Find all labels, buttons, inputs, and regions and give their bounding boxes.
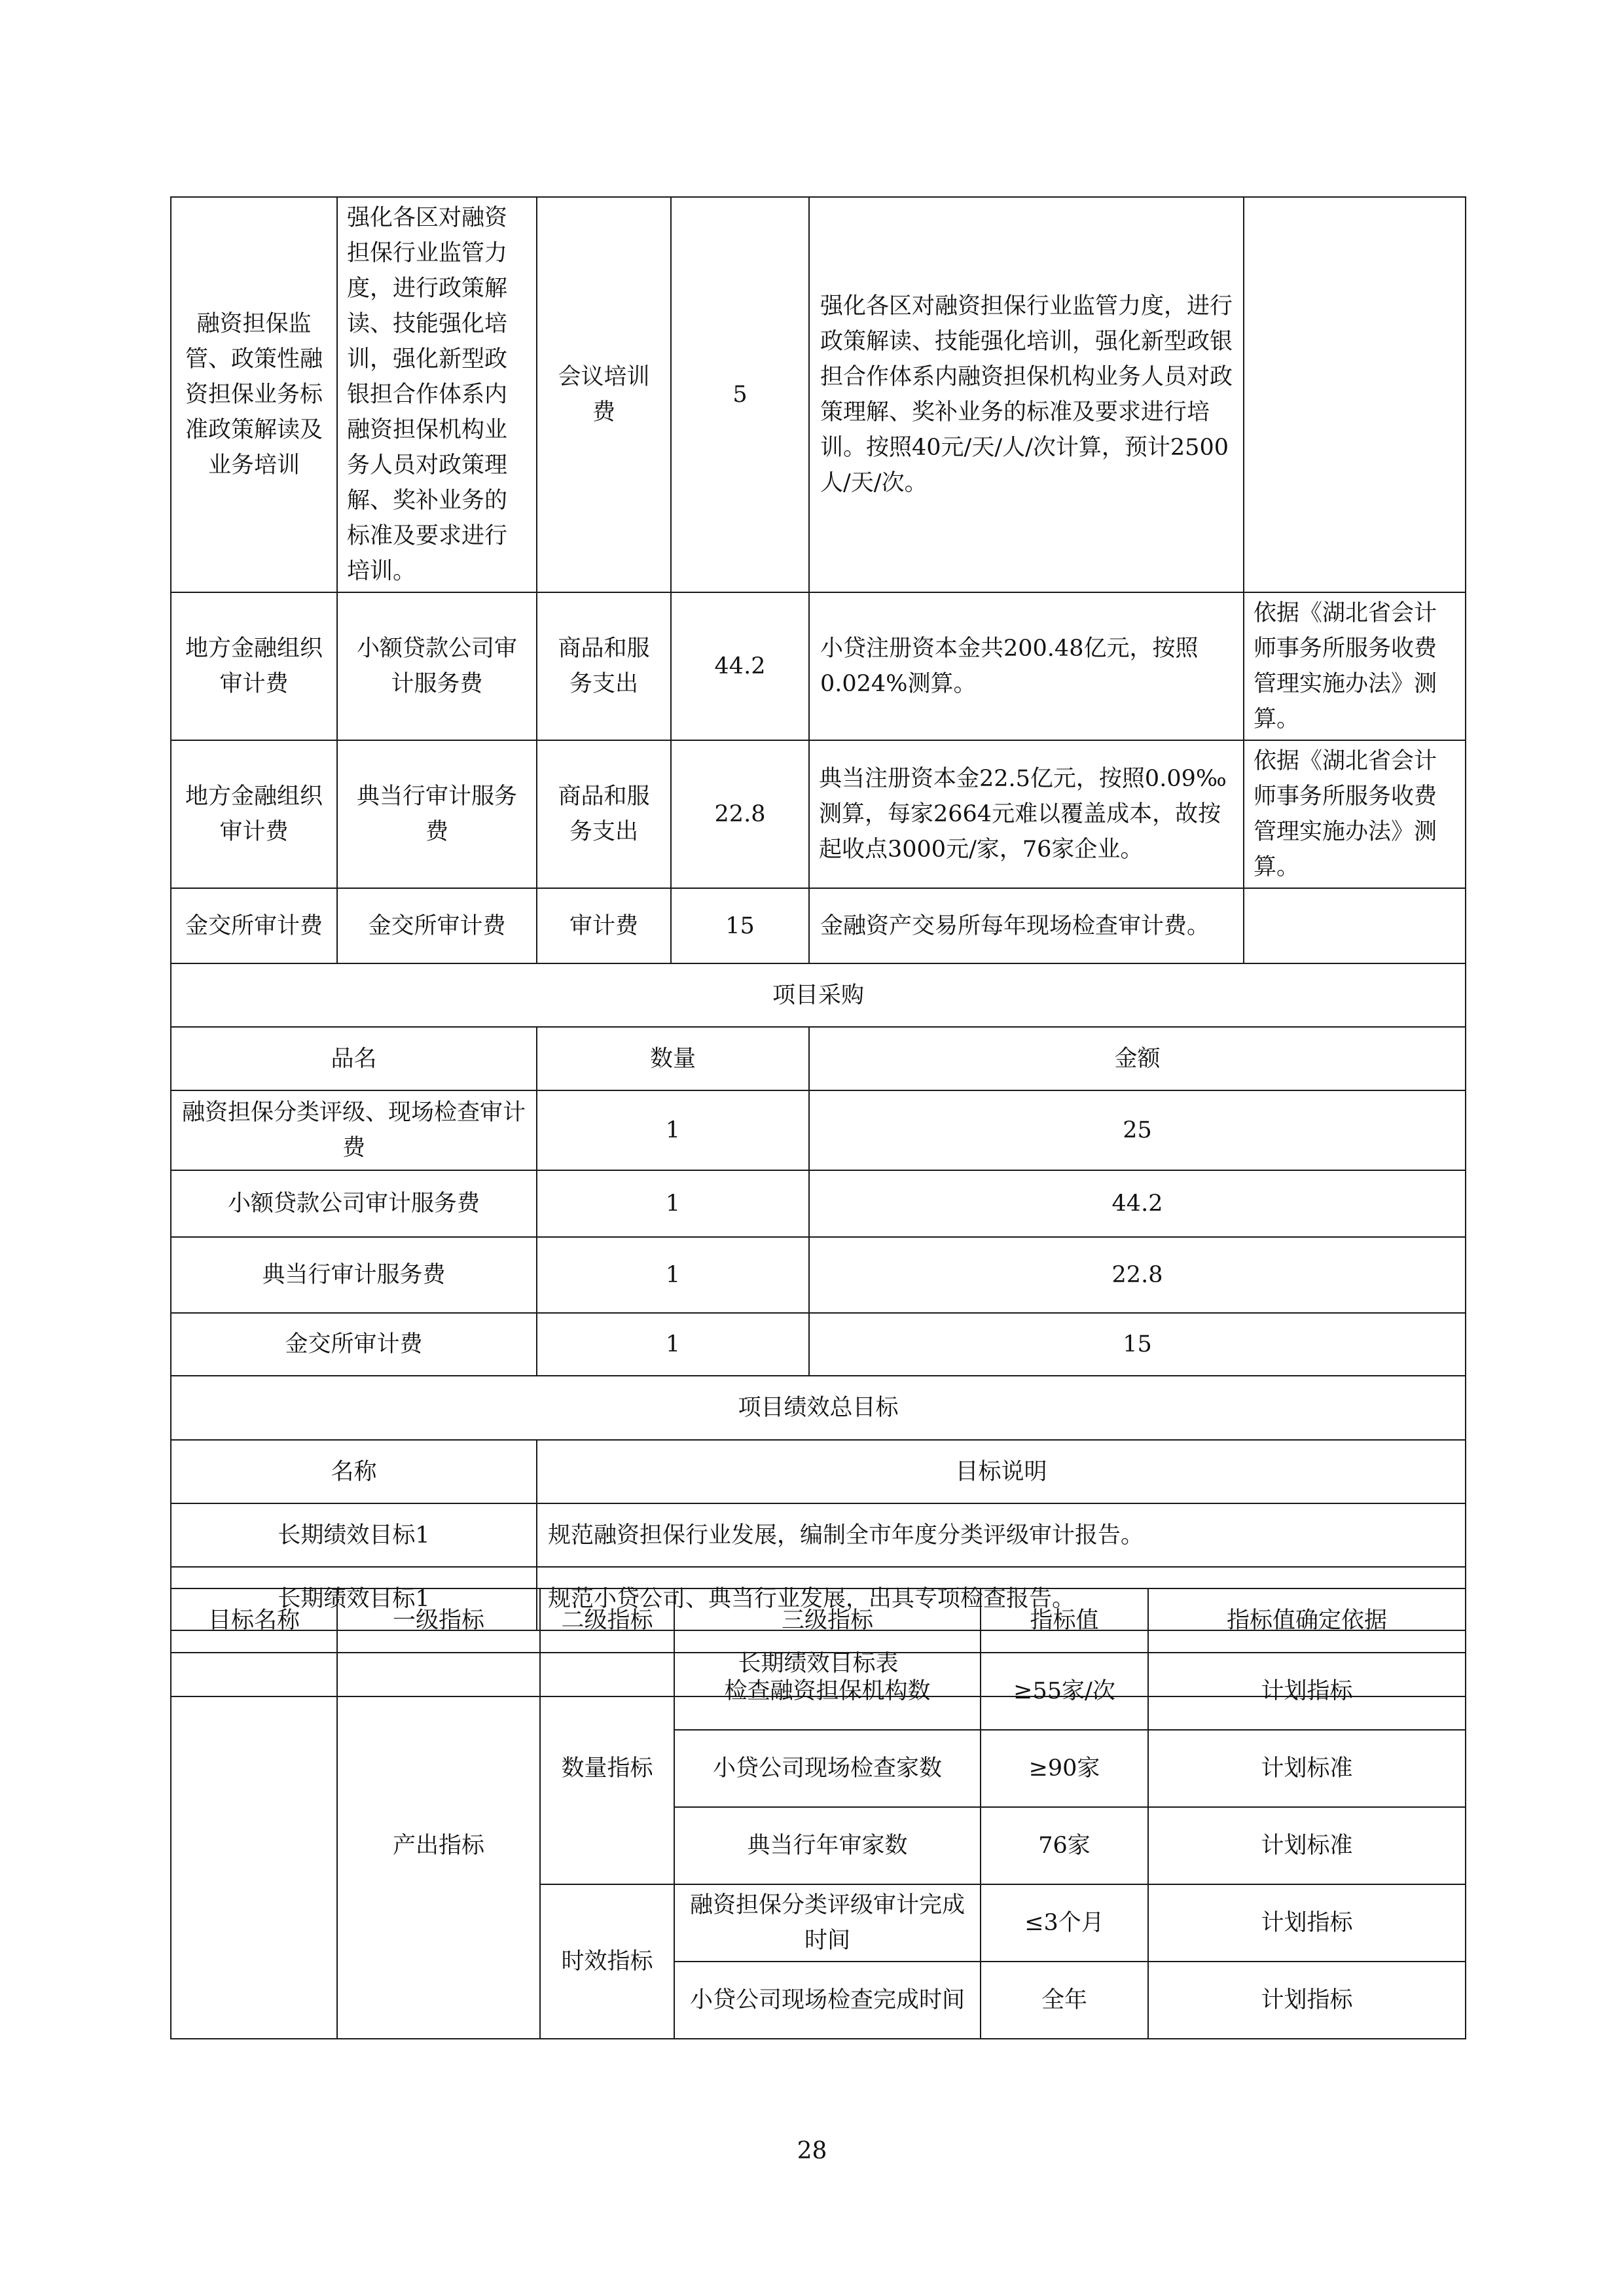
column-header-value: 指标值 bbox=[981, 1588, 1148, 1653]
goal-description: 规范小贷公司、典当行业发展，出具专项检查报告。 bbox=[537, 1567, 1466, 1630]
level1-indicator: 产出指标 bbox=[337, 1653, 540, 2039]
page-number: 28 bbox=[797, 2138, 827, 2164]
indicator-basis: 计划标准 bbox=[1148, 1807, 1466, 1884]
procurement-title: 项目采购 bbox=[171, 963, 1466, 1027]
indicator-basis: 计划指标 bbox=[1148, 1653, 1466, 1730]
budget-table bbox=[170, 196, 1466, 1697]
project-name: 融资担保监管、政策性融资担保业务标准政策解读及业务培训 bbox=[171, 197, 337, 592]
indicator-basis: 计划指标 bbox=[1148, 1962, 1466, 2039]
goal-name: 长期绩效目标1 bbox=[171, 1567, 537, 1630]
item-quantity: 1 bbox=[537, 1090, 809, 1170]
project-content: 金交所审计费 bbox=[337, 888, 537, 963]
table-row bbox=[171, 740, 1466, 888]
table-row bbox=[171, 1503, 1466, 1567]
amount: 15 bbox=[671, 888, 809, 963]
amount: 5 bbox=[671, 197, 809, 592]
table-row bbox=[171, 1653, 1466, 1730]
expense-category: 商品和服务支出 bbox=[537, 592, 671, 740]
level2-indicator: 时效指标 bbox=[540, 1884, 674, 2039]
item-name: 小额贷款公司审计服务费 bbox=[171, 1170, 537, 1237]
level3-indicator: 融资担保分类评级审计完成时间 bbox=[674, 1884, 981, 1962]
goal-description: 规范融资担保行业发展，编制全市年度分类评级审计报告。 bbox=[537, 1503, 1466, 1567]
level3-indicator: 检查融资担保机构数 bbox=[674, 1653, 981, 1730]
table-row bbox=[171, 1313, 1466, 1376]
calculation-basis: 金融资产交易所每年现场检查审计费。 bbox=[809, 888, 1244, 963]
table-row bbox=[171, 1170, 1466, 1237]
project-name: 地方金融组织审计费 bbox=[171, 740, 337, 888]
calculation-basis: 小贷注册资本金共200.48亿元，按照0.024%测算。 bbox=[809, 592, 1244, 740]
indicator-basis: 计划指标 bbox=[1148, 1884, 1466, 1962]
item-quantity: 1 bbox=[537, 1237, 809, 1313]
item-quantity: 1 bbox=[537, 1313, 809, 1376]
section-header-row bbox=[171, 963, 1466, 1027]
indicator-value: 76家 bbox=[981, 1807, 1148, 1884]
column-header-amount: 金额 bbox=[809, 1027, 1466, 1090]
column-header-goal-name: 目标名称 bbox=[171, 1588, 337, 1653]
column-header-goal-name: 名称 bbox=[171, 1440, 537, 1503]
table-row bbox=[171, 888, 1466, 963]
expense-category: 商品和服务支出 bbox=[537, 740, 671, 888]
note: 依据《湖北省会计师事务所服务收费管理实施办法》测算。 bbox=[1244, 740, 1466, 888]
amount: 22.8 bbox=[671, 740, 809, 888]
item-quantity: 1 bbox=[537, 1170, 809, 1237]
indicator-value: 全年 bbox=[981, 1962, 1148, 2039]
goal-name-cell bbox=[171, 1653, 337, 2039]
level3-indicator: 小贷公司现场检查家数 bbox=[674, 1730, 981, 1807]
goal-name: 长期绩效目标1 bbox=[171, 1503, 537, 1567]
section-header-row bbox=[171, 1376, 1466, 1440]
project-content: 小额贷款公司审计服务费 bbox=[337, 592, 537, 740]
indicators-title: 长期绩效目标表 bbox=[171, 1630, 1466, 1696]
table-row bbox=[171, 197, 1466, 592]
expense-category: 会议培训费 bbox=[537, 197, 671, 592]
item-name: 典当行审计服务费 bbox=[171, 1237, 537, 1313]
project-content: 典当行审计服务费 bbox=[337, 740, 537, 888]
table-header-row bbox=[171, 1588, 1466, 1653]
table-header-row bbox=[171, 1440, 1466, 1503]
note bbox=[1244, 197, 1466, 592]
calculation-basis: 典当注册资本金22.5亿元，按照0.09‰测算，每家2664元难以覆盖成本，故按起收点3000元/家，76家企业。 bbox=[809, 740, 1244, 888]
project-name: 地方金融组织审计费 bbox=[171, 592, 337, 740]
amount: 44.2 bbox=[671, 592, 809, 740]
table-row bbox=[171, 592, 1466, 740]
item-name: 金交所审计费 bbox=[171, 1313, 537, 1376]
column-header-item-name: 品名 bbox=[171, 1027, 537, 1090]
column-header-basis: 指标值确定依据 bbox=[1148, 1588, 1466, 1653]
calculation-basis: 强化各区对融资担保行业监管力度，进行政策解读、技能强化培训，强化新型政银担合作体系内融资担保机构业务人员对政策理解、奖补业务的标准及要求进行培训。按照40元/天/人/次计算，预计2500人/天/次。 bbox=[809, 197, 1244, 592]
item-amount: 22.8 bbox=[809, 1237, 1466, 1313]
indicator-value: ≥55家/次 bbox=[981, 1653, 1148, 1730]
column-header-level3: 三级指标 bbox=[674, 1588, 981, 1653]
column-header-level1: 一级指标 bbox=[337, 1588, 540, 1653]
goals-title: 项目绩效总目标 bbox=[171, 1376, 1466, 1440]
item-amount: 15 bbox=[809, 1313, 1466, 1376]
indicator-value: ≤3个月 bbox=[981, 1884, 1148, 1962]
table-row bbox=[171, 1237, 1466, 1313]
indicator-table bbox=[170, 1588, 1466, 2039]
table-row bbox=[171, 1090, 1466, 1170]
expense-category: 审计费 bbox=[537, 888, 671, 963]
level2-indicator: 数量指标 bbox=[540, 1653, 674, 1884]
note bbox=[1244, 888, 1466, 963]
note: 依据《湖北省会计师事务所服务收费管理实施办法》测算。 bbox=[1244, 592, 1466, 740]
indicator-value: ≥90家 bbox=[981, 1730, 1148, 1807]
item-name: 融资担保分类评级、现场检查审计费 bbox=[171, 1090, 537, 1170]
project-name: 金交所审计费 bbox=[171, 888, 337, 963]
indicator-basis: 计划标准 bbox=[1148, 1730, 1466, 1807]
table-header-row bbox=[171, 1027, 1466, 1090]
project-content: 强化各区对融资担保行业监管力度，进行政策解读、技能强化培训，强化新型政银担合作体系内融资担保机构业务人员对政策理解、奖补业务的标准及要求进行培训。 bbox=[337, 197, 537, 592]
level3-indicator: 小贷公司现场检查完成时间 bbox=[674, 1962, 981, 2039]
column-header-goal-desc: 目标说明 bbox=[537, 1440, 1466, 1503]
column-header-quantity: 数量 bbox=[537, 1027, 809, 1090]
column-header-level2: 二级指标 bbox=[540, 1588, 674, 1653]
item-amount: 44.2 bbox=[809, 1170, 1466, 1237]
item-amount: 25 bbox=[809, 1090, 1466, 1170]
level3-indicator: 典当行年审家数 bbox=[674, 1807, 981, 1884]
